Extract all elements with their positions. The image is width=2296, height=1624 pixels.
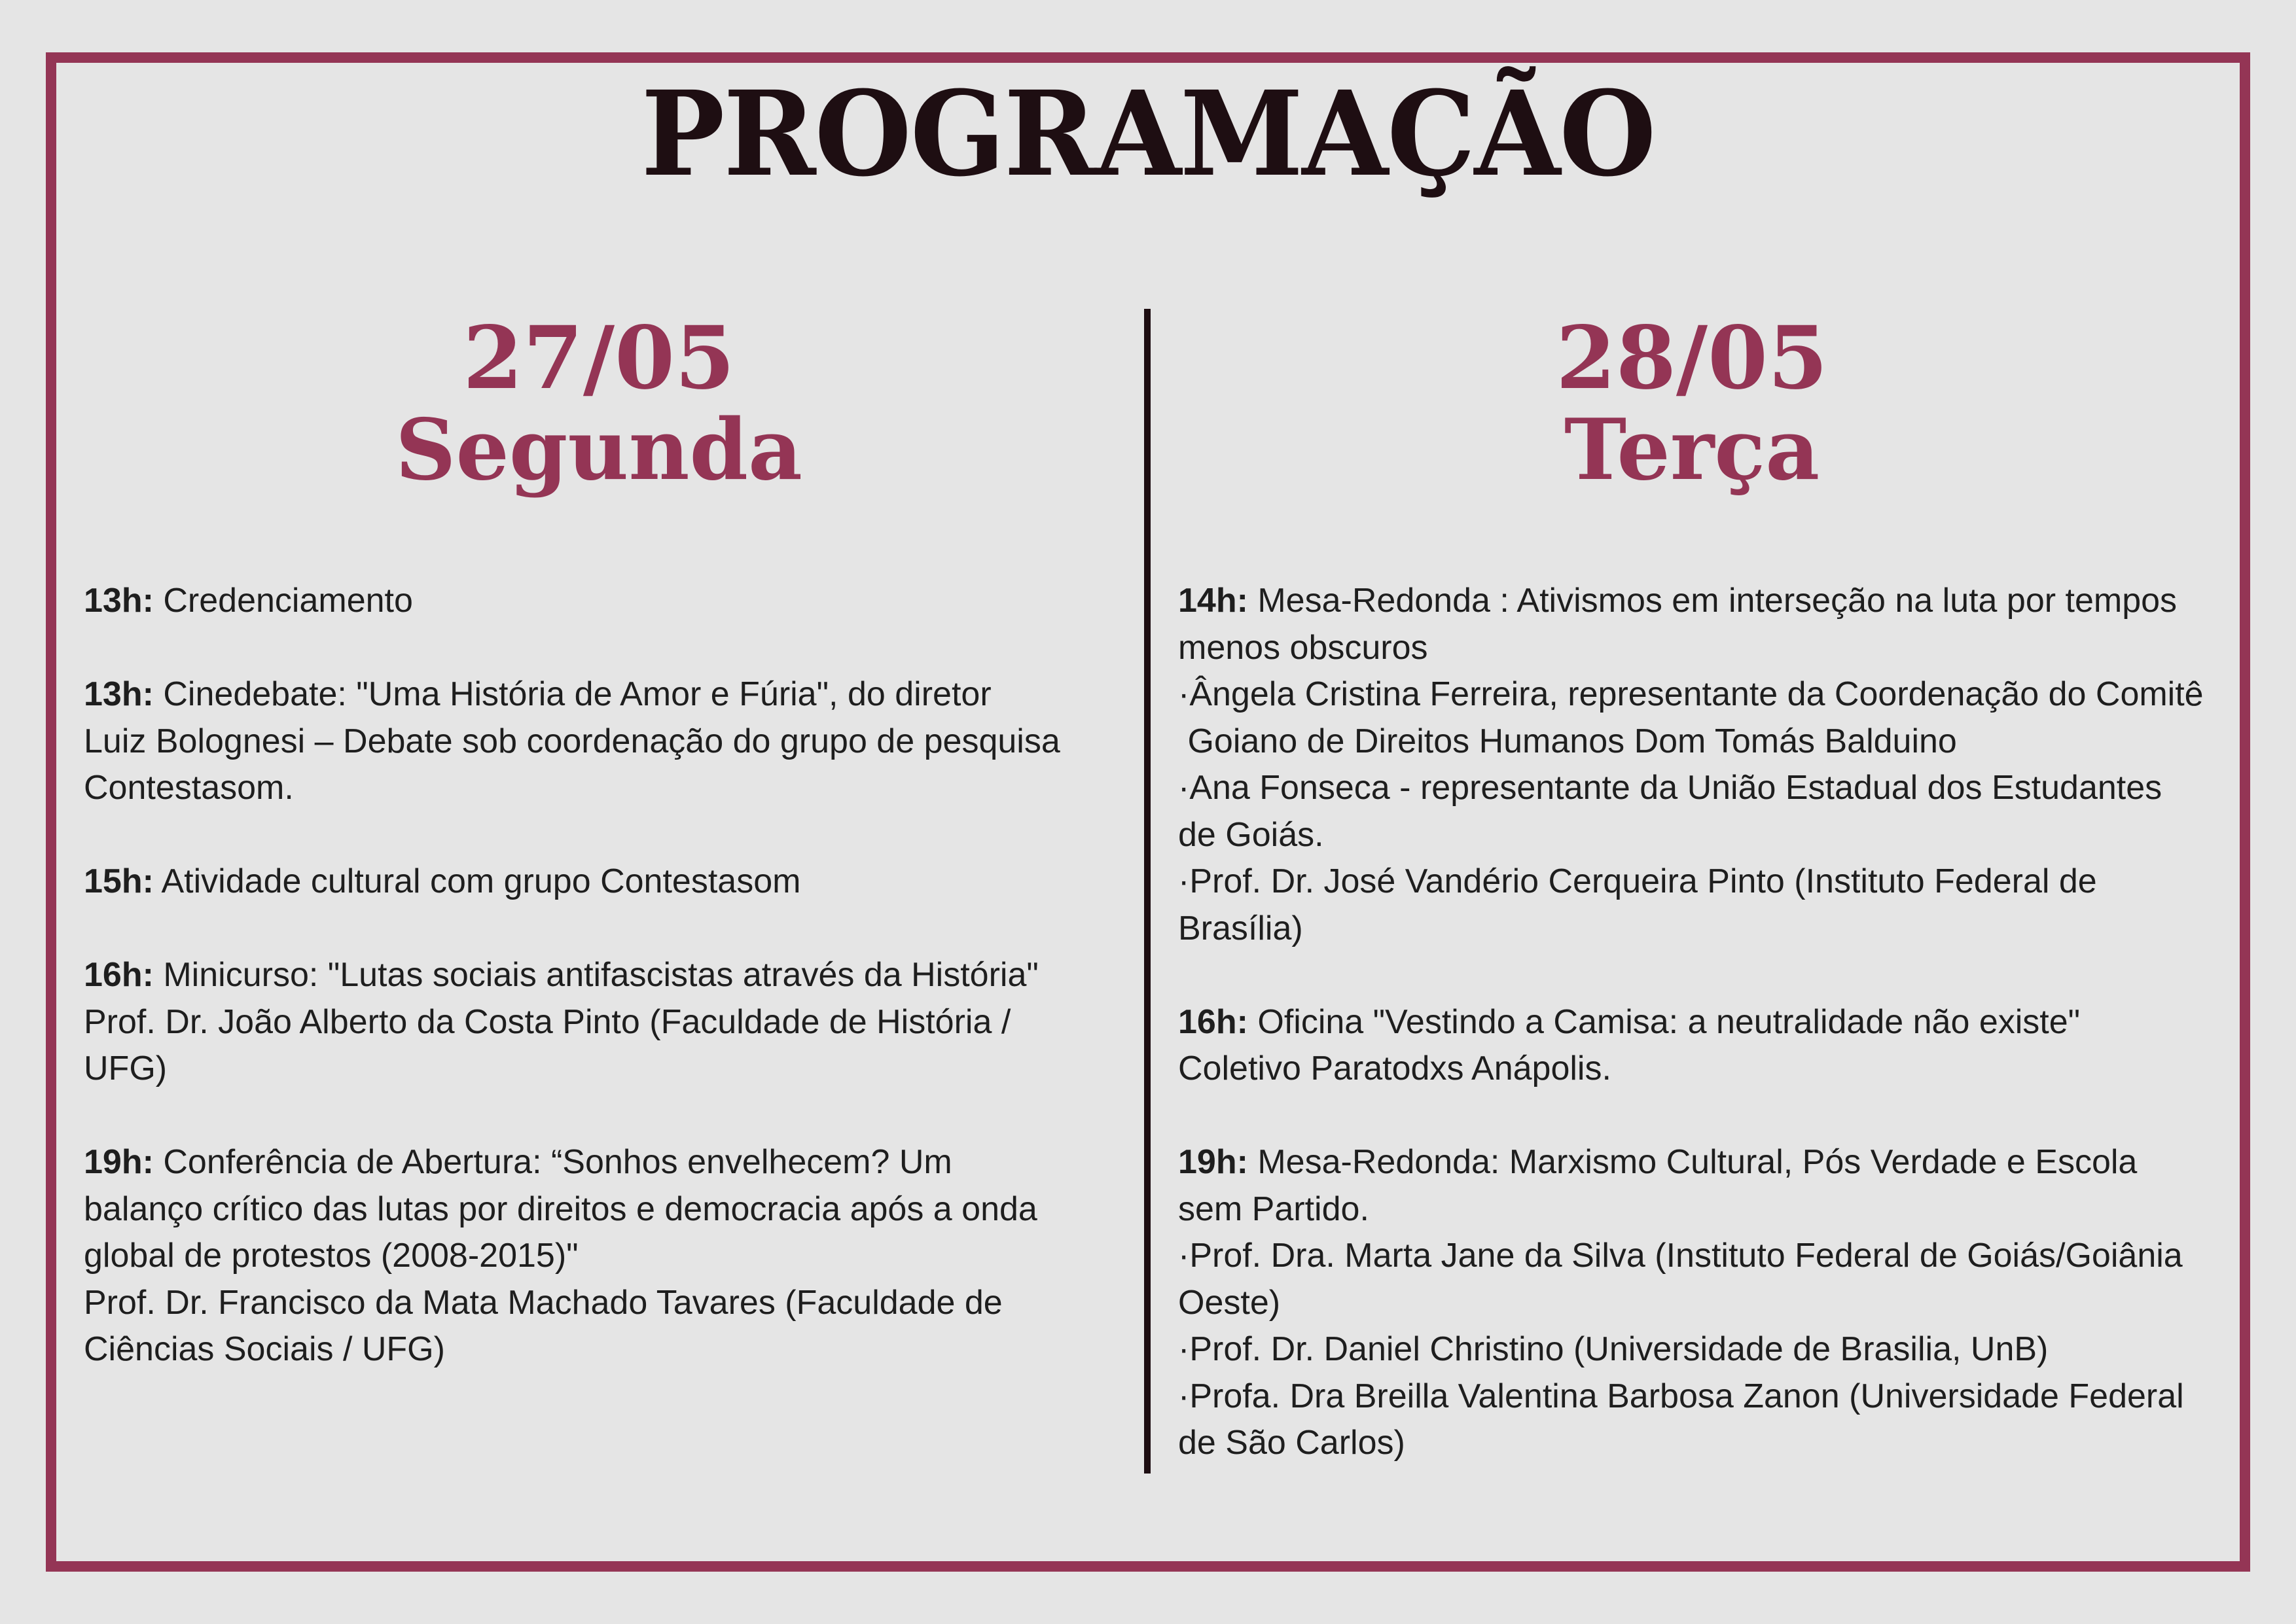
day-weekday: Segunda <box>395 401 802 499</box>
schedule-description: Mesa-Redonda: Marxismo Cultural, Pós Verdade e Escola <box>1247 1143 2138 1181</box>
schedule-description: Minicurso: "Lutas sociais antifascistas através da História" <box>153 956 1039 994</box>
schedule-detail-line: Brasília) <box>1178 909 1303 947</box>
schedule-detail-line: global de protestos (2008-2015)" <box>84 1237 579 1275</box>
schedule-item-heading <box>84 1139 1105 1186</box>
schedule-detail-line: ·Ângela Cristina Ferreira, representante da Coordenação do Comitê <box>1178 675 2204 713</box>
schedule-item <box>1178 578 2238 952</box>
day-header-2 <box>1381 308 2003 499</box>
schedule-detail-line: menos obscuros <box>1178 628 1428 667</box>
schedule-detail-line: balanço crítico das lutas por direitos e democracia após a onda <box>84 1190 1037 1228</box>
schedule-detail-line: de Goiás. <box>1178 815 1324 854</box>
schedule-detail-line: sem Partido. <box>1178 1190 1369 1228</box>
schedule-item-heading <box>84 858 1105 906</box>
schedule-detail-line: ·Prof. Dr. Daniel Christino (Universidade de Brasilia, UnB) <box>1178 1330 2049 1368</box>
schedule-description: Cinedebate: "Uma História de Amor e Fúria", do diretor <box>153 675 992 713</box>
schedule-detail-line: Goiano de Direitos Humanos Dom Tomás Balduino <box>1178 722 1957 760</box>
schedule-description: Credenciamento <box>153 582 413 620</box>
schedule-detail-line: Luiz Bolognesi – Debate sob coordenação do grupo de pesquisa <box>84 722 1060 760</box>
schedule-description: Mesa-Redonda : Ativismos em interseção na luta por tempos <box>1247 582 2178 620</box>
schedule-column-2 <box>1178 578 2238 1513</box>
day-date: 27/05 <box>463 308 735 409</box>
schedule-item <box>84 671 1105 812</box>
schedule-item-heading <box>1178 999 2238 1046</box>
schedule-description: Oficina "Vestindo a Camisa: a neutralidade não existe" <box>1247 1002 2081 1041</box>
schedule-item-heading <box>1178 1139 2238 1186</box>
schedule-description: Atividade cultural com grupo Contestasom <box>153 862 801 900</box>
schedule-detail-line: Oeste) <box>1178 1283 1281 1322</box>
schedule-detail-line: UFG) <box>84 1050 168 1087</box>
schedule-detail-line: Prof. Dr. Francisco da Mata Machado Tavares (Faculdade de <box>84 1283 1003 1322</box>
schedule-detail-line: ·Ana Fonseca - representante da União Estadual dos Estudantes <box>1178 769 2162 807</box>
schedule-item <box>84 1139 1105 1373</box>
schedule-item-heading <box>84 578 1105 625</box>
schedule-detail-line: Coletivo Paratodxs Anápolis. <box>1178 1050 1611 1087</box>
schedule-item <box>1178 1139 2238 1467</box>
column-divider <box>1144 309 1151 1474</box>
schedule-item-heading <box>1178 578 2238 625</box>
page-title: PROGRAMAÇÃO <box>641 65 1655 203</box>
schedule-time: 16h: <box>1178 1002 1248 1041</box>
day-header-1 <box>288 308 910 499</box>
schedule-item <box>1178 999 2238 1093</box>
schedule-detail-line: Contestasom. <box>84 769 294 807</box>
schedule-detail-line: ·Prof. Dra. Marta Jane da Silva (Instituto Federal de Goiás/Goiânia <box>1178 1237 2183 1275</box>
schedule-item <box>84 952 1105 1093</box>
schedule-item-heading <box>84 952 1105 999</box>
schedule-item <box>84 578 1105 625</box>
schedule-time: 19h: <box>1178 1143 1248 1181</box>
schedule-time: 14h: <box>1178 582 1248 620</box>
schedule-item-heading <box>84 671 1105 718</box>
schedule-time: 13h: <box>84 675 154 713</box>
schedule-detail-line: Prof. Dr. João Alberto da Costa Pinto (Faculdade de História / <box>84 1002 1011 1041</box>
schedule-detail-line: ·Prof. Dr. José Vandério Cerqueira Pinto (Instituto Federal de <box>1178 862 2097 900</box>
schedule-detail-line: Ciências Sociais / UFG) <box>84 1330 445 1368</box>
schedule-item <box>84 858 1105 906</box>
schedule-column-1 <box>84 578 1105 1420</box>
schedule-time: 16h: <box>84 956 154 994</box>
day-weekday: Terça <box>1564 401 1820 499</box>
day-date: 28/05 <box>1556 308 1828 409</box>
schedule-detail-line: ·Profa. Dra Breilla Valentina Barbosa Zanon (Universidade Federal <box>1178 1377 2184 1415</box>
schedule-detail-line: de São Carlos) <box>1178 1424 1405 1462</box>
schedule-time: 19h: <box>84 1143 154 1181</box>
schedule-time: 13h: <box>84 582 154 620</box>
schedule-time: 15h: <box>84 862 154 900</box>
schedule-description: Conferência de Abertura: “Sonhos envelhecem? Um <box>153 1143 952 1181</box>
